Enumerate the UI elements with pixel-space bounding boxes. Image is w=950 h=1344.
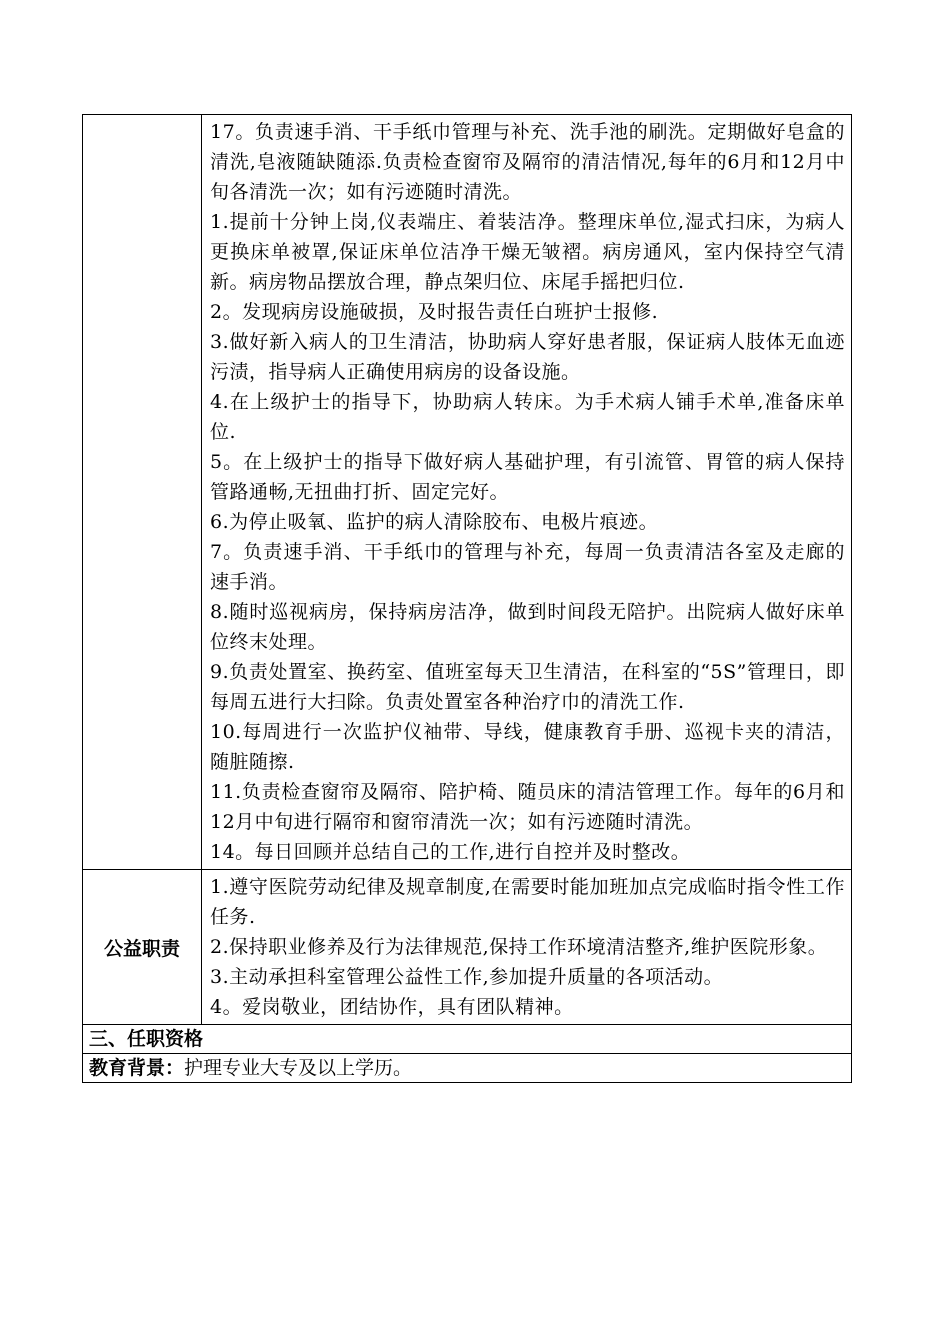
public-duty-item: 3.主动承担科室管理公益性工作,参加提升质量的各项活动。: [210, 966, 724, 988]
public-duty-item: 1.遵守医院劳动纪律及规章制度,在需要时能加班加点完成临时指令性工作任务.: [210, 876, 845, 928]
duty-item: 17。负责速手消、干手纸巾管理与补充、洗手池的刷洗。定期做好皂盒的清洗,皂液随缺随添.负责检查窗帘及隔帘的清洁情况,每年的6月和12月中旬各清洗一次；如有污迹随时清洗。: [210, 121, 845, 203]
duty-item: 14。每日回顾并总结自己的工作,进行自控并及时整改。: [210, 841, 691, 863]
education-label: 教育背景：: [89, 1057, 185, 1079]
public-duty-item: 4。爱岗敬业，团结协作，具有团队精神。: [210, 996, 574, 1018]
duty-item: 11.负责检查窗帘及隔帘、陪护椅、随员床的清洁管理工作。每年的6月和12月中旬进行隔帘和窗帘清洗一次；如有污迹随时清洗。: [210, 781, 845, 833]
job-description-table: [82, 114, 852, 1083]
duty-item: 9.负责处置室、换药室、值班室每天卫生清洁，在科室的“5S”管理日，即每周五进行大扫除。负责处置室各种治疗巾的清洗工作.: [210, 661, 845, 713]
qualifications-header-row: [83, 1025, 852, 1054]
duty-item: 2。发现病房设施破损，及时报告责任白班护士报修.: [210, 301, 659, 323]
public-duties-label: 公益职责: [103, 937, 180, 960]
duty-item: 6.为停止吸氧、监护的病人清除胶布、电极片痕迹。: [210, 511, 659, 533]
duty-item: 4.在上级护士的指导下，协助病人转床。为手术病人铺手术单,准备床单位.: [210, 391, 845, 443]
duty-item: 8.随时巡视病房，保持病房洁净，做到时间段无陪护。出院病人做好床单位终末处理。: [210, 601, 845, 653]
public-duties-label-cell: [83, 870, 202, 1025]
duties-label-cell: [83, 115, 202, 870]
education-row: [83, 1054, 852, 1083]
duty-item: 7。负责速手消、干手纸巾的管理与补充，每周一负责清洁各室及走廊的速手消。: [210, 541, 845, 593]
education-cell: [83, 1054, 852, 1083]
education-text: 护理专业大专及以上学历。: [184, 1057, 413, 1079]
public-duties-row: [83, 870, 852, 1025]
duty-item: 3.做好新入病人的卫生清洁，协助病人穿好患者服，保证病人肢体无血迹污渍，指导病人正确使用病房的设备设施。: [210, 331, 845, 383]
duty-item: 1.提前十分钟上岗,仪表端庄、着装洁净。整理床单位,湿式扫床，为病人更换床单被罩,保证床单位洁净干燥无皱褶。病房通风，室内保持空气清新。病房物品摆放合理，静点架归位、床尾手摇把归位.: [210, 211, 845, 293]
duties-continued-cell: [202, 115, 852, 870]
public-duty-item: 2.保持职业修养及行为法律规范,保持工作环境清洁整齐,维护医院形象。: [210, 936, 828, 958]
duty-item: 10.每周进行一次监护仪袖带、导线，健康教育手册、巡视卡夹的清洁，随脏随擦.: [210, 721, 845, 773]
duties-continued-row: [83, 115, 852, 870]
public-duties-cell: [202, 870, 852, 1025]
duty-item: 5。在上级护士的指导下做好病人基础护理，有引流管、胃管的病人保持管路通畅,无扭曲打折、固定完好。: [210, 451, 845, 503]
qualifications-header: 三、任职资格: [83, 1025, 852, 1054]
